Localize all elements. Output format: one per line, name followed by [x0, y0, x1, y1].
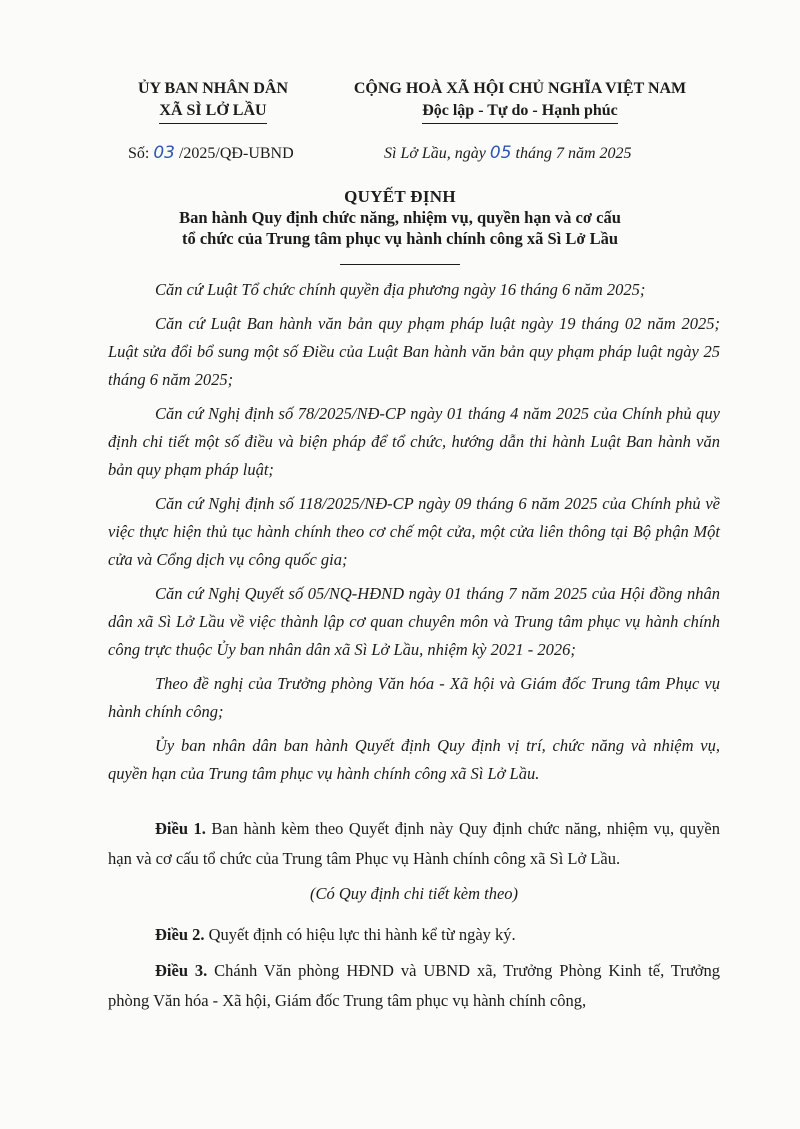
national-motto — [320, 78, 720, 124]
article-1-label: Điều 1. — [155, 819, 206, 838]
preamble-paragraph: Ủy ban nhân dân ban hành Quyết định Quy định vị trí, chức năng và nhiệm vụ, quyền hạn của Trung tâm phục vụ hành chính công xã Sì Lở Lầu. — [108, 736, 720, 783]
preamble-paragraph: Căn cứ Nghị Quyết số 05/NQ-HĐND ngày 01 tháng 7 năm 2025 của Hội đồng nhân dân xã Sì Lở Lầu về việc thành lập cơ quan chuyên môn và Trung tâm phục vụ hành chính công trực thuộc Ủy ban nhân dân xã Sì Lở Lầu, nhiệm kỳ 2021 - 2026; — [108, 584, 720, 659]
article-3 — [108, 956, 720, 1016]
authority-line-2: XÃ SÌ LỞ LẦU — [159, 100, 266, 124]
issuing-authority — [108, 78, 318, 124]
document-body — [108, 276, 720, 1022]
document-number-suffix: /2025/QĐ-UBND — [174, 145, 294, 162]
authority-line-1: ỦY BAN NHÂN DÂN — [137, 80, 289, 97]
article-2-label: Điều 2. — [155, 925, 205, 944]
article-2-text: Quyết định có hiệu lực thi hành kể từ ngày ký. — [204, 925, 516, 944]
preamble-paragraph: Căn cứ Nghị định số 78/2025/NĐ-CP ngày 01 tháng 4 năm 2025 của Chính phủ quy định chi tiết một số điều và biện pháp để tổ chức, hướng dẫn thi hành Luật Ban hành văn bản quy phạm pháp luật; — [108, 404, 720, 479]
country-name: CỘNG HOÀ XÃ HỘI CHỦ NGHĨA VIỆT NAM — [353, 80, 687, 97]
article-1-note: (Có Quy định chi tiết kèm theo) — [309, 884, 519, 903]
preamble-paragraph: Căn cứ Luật Tổ chức chính quyền địa phương ngày 16 tháng 6 năm 2025; — [155, 280, 646, 299]
article-1 — [108, 814, 720, 874]
document-title — [0, 186, 800, 270]
preamble-paragraph: Căn cứ Nghị định số 118/2025/NĐ-CP ngày 09 tháng 6 năm 2025 của Chính phủ về việc thực hiện thủ tục hành chính theo cơ chế một cửa, một cửa liên thông tại Bộ phận Một cửa và Cổng dịch vụ công quốc gia; — [108, 494, 720, 569]
date-handwritten-day: 05 — [489, 143, 512, 163]
article-2 — [108, 920, 720, 950]
preamble-paragraph: Căn cứ Luật Ban hành văn bản quy phạm pháp luật ngày 19 tháng 02 năm 2025; Luật sửa đổi bổ sung một số Điều của Luật Ban hành văn bản quy phạm pháp luật ngày 25 tháng 6 năm 2025; — [108, 314, 720, 389]
title-line-2: tổ chức của Trung tâm phục vụ hành chính công xã Sì Lở Lầu — [181, 229, 619, 248]
title-line-1: Ban hành Quy định chức năng, nhiệm vụ, quyền hạn và cơ cấu — [179, 208, 621, 227]
document-number-handwritten: 03 — [153, 143, 175, 163]
article-1-text: Ban hành kèm theo Quyết định này Quy định chức năng, nhiệm vụ, quyền hạn và cơ cấu tổ chức của Trung tâm Phục vụ Hành chính công xã Sì Lở Lầu. — [108, 819, 720, 868]
motto-line: Độc lập - Tự do - Hạnh phúc — [422, 100, 618, 124]
document-number — [128, 143, 294, 163]
document-date — [384, 143, 632, 163]
title-main: QUYẾT ĐỊNH — [344, 187, 456, 206]
date-suffix: tháng 7 năm 2025 — [511, 145, 632, 162]
preamble-paragraph: Theo đề nghị của Trưởng phòng Văn hóa - Xã hội và Giám đốc Trung tâm Phục vụ hành chính công; — [108, 674, 720, 721]
title-underline — [340, 264, 460, 265]
document-number-prefix: Số: — [128, 145, 154, 162]
article-3-label: Điều 3. — [155, 961, 208, 980]
article-3-text: Chánh Văn phòng HĐND và UBND xã, Trưởng Phòng Kinh tế, Trưởng phòng Văn hóa - Xã hội, Giám đốc Trung tâm phục vụ hành chính công, — [108, 961, 720, 1010]
date-prefix: Sì Lở Lầu, ngày — [384, 145, 490, 162]
